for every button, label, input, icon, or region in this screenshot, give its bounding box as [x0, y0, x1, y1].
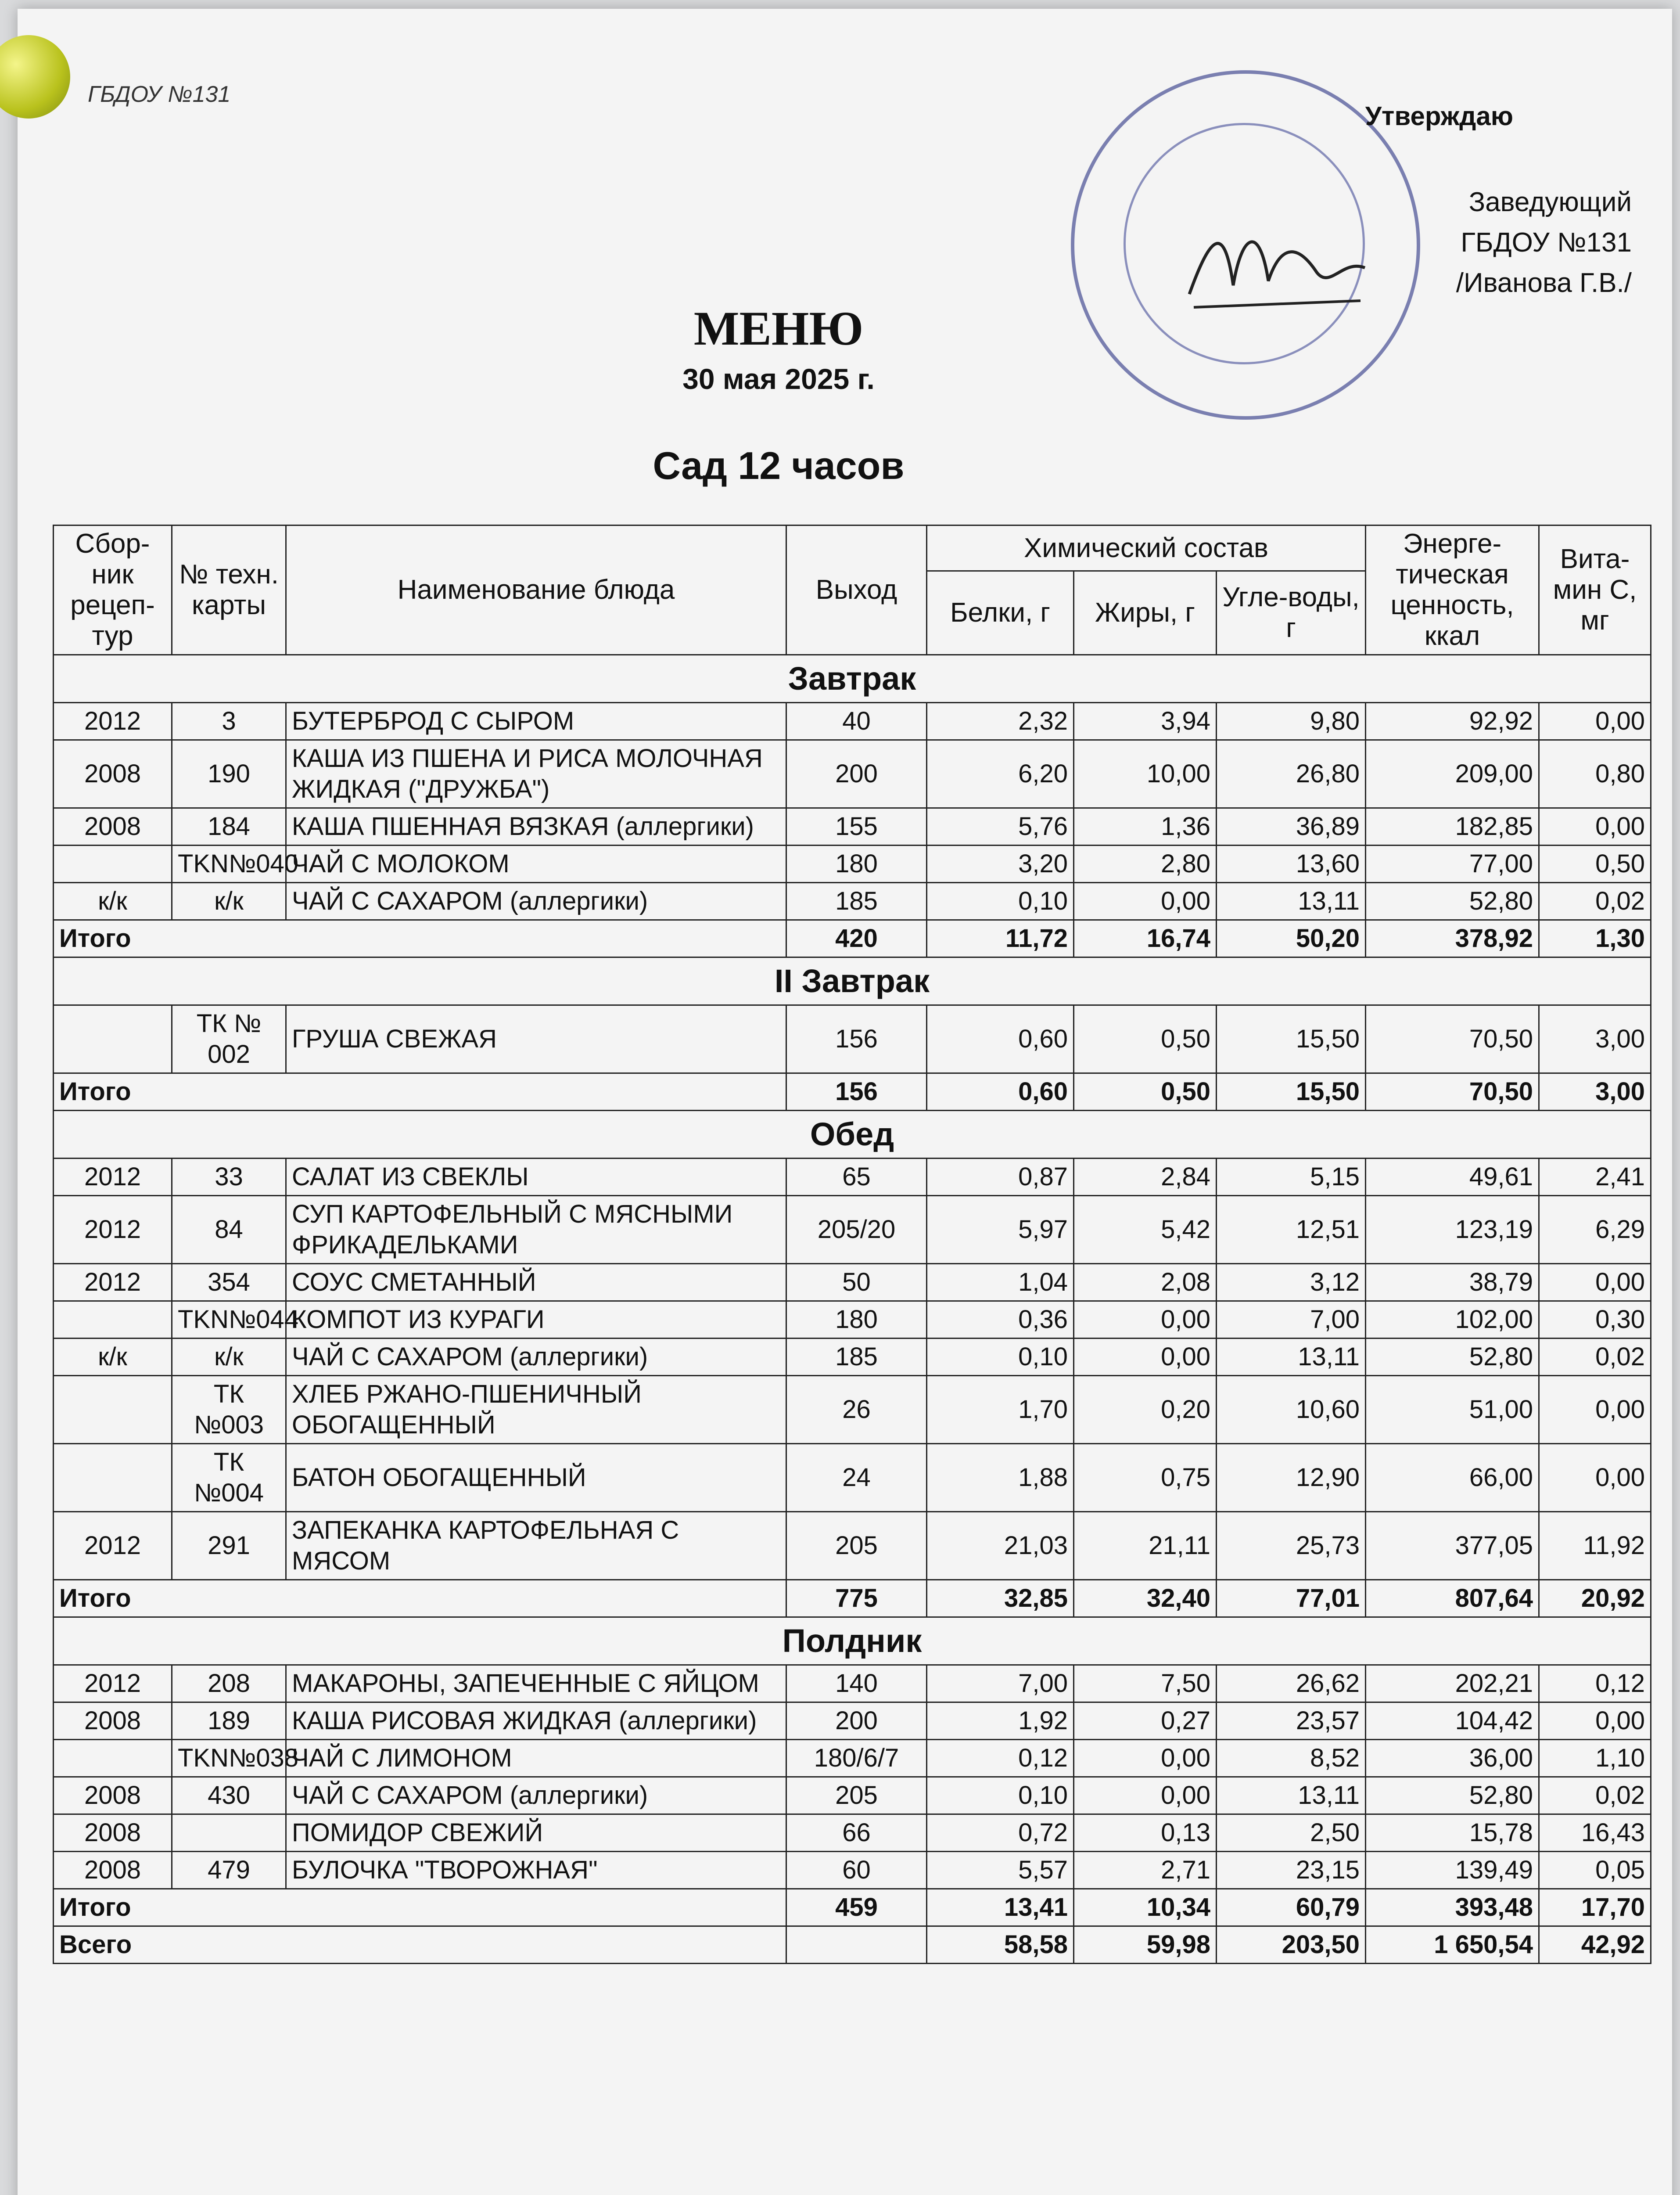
table-cell: 156	[786, 1005, 927, 1073]
table-row	[54, 1196, 1651, 1264]
total-cell: 3,00	[1539, 1073, 1651, 1111]
total-cell: 1,30	[1539, 920, 1651, 957]
table-cell: 0,75	[1074, 1444, 1217, 1512]
total-label: Итого	[54, 1073, 786, 1111]
section-title: Завтрак	[54, 655, 1651, 703]
table-cell: 0,12	[1539, 1665, 1651, 1702]
section-header-row	[54, 957, 1651, 1005]
table-row	[54, 1702, 1651, 1740]
table-cell: 3,12	[1217, 1264, 1366, 1301]
table-cell: ЧАЙ С ЛИМОНОМ	[286, 1740, 786, 1777]
table-cell: 92,92	[1366, 703, 1539, 740]
table-cell: 180/6/7	[786, 1740, 927, 1777]
table-cell: 23,15	[1217, 1852, 1366, 1889]
table-row	[54, 1777, 1651, 1814]
total-cell: 459	[786, 1889, 927, 1926]
table-cell: 2012	[54, 1159, 172, 1196]
table-row	[54, 1159, 1651, 1196]
table-cell: КАША ИЗ ПШЕНА И РИСА МОЛОЧНАЯ ЖИДКАЯ ("ДРУЖБА")	[286, 740, 786, 808]
table-cell	[54, 1301, 172, 1339]
table-cell: 1,70	[927, 1376, 1074, 1444]
table-cell: к/к	[172, 1339, 286, 1376]
table-cell: 12,51	[1217, 1196, 1366, 1264]
grand-total-cell: 42,92	[1539, 1926, 1651, 1964]
table-cell: 10,00	[1074, 740, 1217, 808]
table-row	[54, 1339, 1651, 1376]
table-cell: TKN№040	[172, 846, 286, 883]
table-cell: 0,10	[927, 1777, 1074, 1814]
table-cell: 377,05	[1366, 1512, 1539, 1580]
table-cell: 209,00	[1366, 740, 1539, 808]
table-cell: 0,72	[927, 1814, 1074, 1852]
table-cell: 2008	[54, 1777, 172, 1814]
header-protein: Белки, г	[927, 571, 1074, 655]
table-cell: 9,80	[1217, 703, 1366, 740]
total-cell: 10,34	[1074, 1889, 1217, 1926]
table-cell: 1,88	[927, 1444, 1074, 1512]
table-cell: 2,08	[1074, 1264, 1217, 1301]
table-cell: 0,00	[1539, 1264, 1651, 1301]
table-cell: БУЛОЧКА "ТВОРОЖНАЯ"	[286, 1852, 786, 1889]
table-cell: 190	[172, 740, 286, 808]
table-cell: 13,11	[1217, 1777, 1366, 1814]
section-title: II Завтрак	[54, 957, 1651, 1005]
table-row	[54, 1814, 1651, 1852]
total-cell: 0,50	[1074, 1073, 1217, 1111]
table-cell: 2012	[54, 1196, 172, 1264]
table-cell: 2008	[54, 1702, 172, 1740]
table-row	[54, 740, 1651, 808]
table-cell: 5,97	[927, 1196, 1074, 1264]
table-cell: 7,00	[927, 1665, 1074, 1702]
table-cell: 0,27	[1074, 1702, 1217, 1740]
table-cell: 0,00	[1539, 703, 1651, 740]
table-cell: БАТОН ОБОГАЩЕННЫЙ	[286, 1444, 786, 1512]
total-cell: 775	[786, 1580, 927, 1617]
table-cell: 2008	[54, 740, 172, 808]
table-row	[54, 1444, 1651, 1512]
table-cell: ЧАЙ С САХАРОМ (аллергики)	[286, 1339, 786, 1376]
table-cell: 155	[786, 808, 927, 846]
grand-total-label: Всего	[54, 1926, 786, 1964]
table-row	[54, 883, 1651, 920]
table-cell: 40	[786, 703, 927, 740]
grand-total-cell: 59,98	[1074, 1926, 1217, 1964]
table-cell: 26	[786, 1376, 927, 1444]
table-cell: ЧАЙ С САХАРОМ (аллергики)	[286, 883, 786, 920]
table-cell	[54, 1376, 172, 1444]
table-cell: 2,50	[1217, 1814, 1366, 1852]
total-cell: 50,20	[1217, 920, 1366, 957]
approve-label: Утверждаю	[1365, 101, 1513, 131]
table-row	[54, 846, 1651, 883]
table-cell: 0,02	[1539, 883, 1651, 920]
table-cell: 2,32	[927, 703, 1074, 740]
table-cell: 13,11	[1217, 1339, 1366, 1376]
table-cell: СОУС СМЕТАННЫЙ	[286, 1264, 786, 1301]
total-label: Итого	[54, 1580, 786, 1617]
section-header-row	[54, 1111, 1651, 1159]
total-cell: 15,50	[1217, 1073, 1366, 1111]
table-cell: 185	[786, 1339, 927, 1376]
table-cell: 84	[172, 1196, 286, 1264]
table-cell: 3,00	[1539, 1005, 1651, 1073]
table-cell: МАКАРОНЫ, ЗАПЕЧЕННЫЕ С ЯЙЦОМ	[286, 1665, 786, 1702]
table-cell: 38,79	[1366, 1264, 1539, 1301]
table-cell: 180	[786, 846, 927, 883]
table-cell: 2012	[54, 1264, 172, 1301]
header-fat: Жиры, г	[1074, 571, 1217, 655]
table-cell: 0,00	[1539, 1702, 1651, 1740]
table-cell: 0,00	[1074, 1777, 1217, 1814]
table-cell: 70,50	[1366, 1005, 1539, 1073]
table-cell: 6,29	[1539, 1196, 1651, 1264]
table-cell	[54, 1444, 172, 1512]
table-cell: ЗАПЕКАНКА КАРТОФЕЛЬНАЯ С МЯСОМ	[286, 1512, 786, 1580]
table-row	[54, 1376, 1651, 1444]
section-title: Обед	[54, 1111, 1651, 1159]
table-cell: 33	[172, 1159, 286, 1196]
table-cell: 0,20	[1074, 1376, 1217, 1444]
table-cell: 0,00	[1074, 1301, 1217, 1339]
table-cell: 21,11	[1074, 1512, 1217, 1580]
table-cell: ЧАЙ С САХАРОМ (аллергики)	[286, 1777, 786, 1814]
table-cell: 10,60	[1217, 1376, 1366, 1444]
table-cell: 66	[786, 1814, 927, 1852]
table-cell: 2012	[54, 1512, 172, 1580]
total-cell: 378,92	[1366, 920, 1539, 957]
table-cell: 200	[786, 740, 927, 808]
header-collection: Сбор-ник рецеп-тур	[54, 525, 172, 655]
page-title: МЕНЮ	[693, 302, 864, 355]
total-row	[54, 1073, 1651, 1111]
table-cell: КОМПОТ ИЗ КУРАГИ	[286, 1301, 786, 1339]
table-cell: 0,13	[1074, 1814, 1217, 1852]
table-cell: ЧАЙ С МОЛОКОМ	[286, 846, 786, 883]
table-cell: 0,60	[927, 1005, 1074, 1073]
grand-total-cell: 203,50	[1217, 1926, 1366, 1964]
table-row	[54, 1264, 1651, 1301]
table-cell	[54, 1005, 172, 1073]
table-cell: 49,61	[1366, 1159, 1539, 1196]
table-cell: 1,04	[927, 1264, 1074, 1301]
total-cell: 77,01	[1217, 1580, 1366, 1617]
table-cell: 0,00	[1539, 1376, 1651, 1444]
table-cell: 52,80	[1366, 883, 1539, 920]
table-cell: 7,00	[1217, 1301, 1366, 1339]
table-cell: 0,00	[1539, 808, 1651, 846]
total-cell: 32,40	[1074, 1580, 1217, 1617]
table-cell: 6,20	[927, 740, 1074, 808]
table-cell: 11,92	[1539, 1512, 1651, 1580]
table-cell	[54, 846, 172, 883]
table-cell: 36,89	[1217, 808, 1366, 846]
table-cell: 189	[172, 1702, 286, 1740]
table-cell: 0,00	[1074, 1740, 1217, 1777]
total-cell: 11,72	[927, 920, 1074, 957]
table-cell: 1,92	[927, 1702, 1074, 1740]
header-tech-card: № техн. карты	[172, 525, 286, 655]
table-cell: TKN№038	[172, 1740, 286, 1777]
table-cell: 16,43	[1539, 1814, 1651, 1852]
total-cell: 20,92	[1539, 1580, 1651, 1617]
table-cell: 36,00	[1366, 1740, 1539, 1777]
total-row	[54, 1580, 1651, 1617]
table-cell: 52,80	[1366, 1339, 1539, 1376]
table-cell: 51,00	[1366, 1376, 1539, 1444]
director-org: ГБДОУ №131	[1461, 227, 1632, 258]
table-cell: 139,49	[1366, 1852, 1539, 1889]
table-cell: 0,36	[927, 1301, 1074, 1339]
table-cell: САЛАТ ИЗ СВЕКЛЫ	[286, 1159, 786, 1196]
table-cell: 0,10	[927, 1339, 1074, 1376]
header-carbs: Угле-воды, г	[1217, 571, 1366, 655]
director-block	[1456, 182, 1632, 303]
table-cell: 0,30	[1539, 1301, 1651, 1339]
table-cell: ПОМИДОР СВЕЖИЙ	[286, 1814, 786, 1852]
table-cell: КАША РИСОВАЯ ЖИДКАЯ (аллергики)	[286, 1702, 786, 1740]
header-dish-name: Наименование блюда	[286, 525, 786, 655]
table-cell: 52,80	[1366, 1777, 1539, 1814]
table-cell: 66,00	[1366, 1444, 1539, 1512]
total-cell: 60,79	[1217, 1889, 1366, 1926]
table-cell: 21,03	[927, 1512, 1074, 1580]
table-cell: 205	[786, 1512, 927, 1580]
table-cell: 3	[172, 703, 286, 740]
table-cell: 26,62	[1217, 1665, 1366, 1702]
table-cell: 202,21	[1366, 1665, 1539, 1702]
table-cell: ТК №004	[172, 1444, 286, 1512]
table-cell: ТК № 002	[172, 1005, 286, 1073]
table-cell: 123,19	[1366, 1196, 1539, 1264]
table-cell: 60	[786, 1852, 927, 1889]
table-row	[54, 1512, 1651, 1580]
table-cell: 5,57	[927, 1852, 1074, 1889]
table-cell: 8,52	[1217, 1740, 1366, 1777]
table-cell: 205/20	[786, 1196, 927, 1264]
total-cell: 70,50	[1366, 1073, 1539, 1111]
table-cell: 15,78	[1366, 1814, 1539, 1852]
table-cell: 0,80	[1539, 740, 1651, 808]
table-cell: СУП КАРТОФЕЛЬНЫЙ С МЯСНЫМИ ФРИКАДЕЛЬКАМИ	[286, 1196, 786, 1264]
total-label: Итого	[54, 920, 786, 957]
table-cell: 104,42	[1366, 1702, 1539, 1740]
header-portion: Выход	[786, 525, 927, 655]
director-name: /Иванова Г.В./	[1456, 268, 1632, 298]
total-cell: 13,41	[927, 1889, 1074, 1926]
table-cell: 184	[172, 808, 286, 846]
table-cell: к/к	[172, 883, 286, 920]
total-cell: 0,60	[927, 1073, 1074, 1111]
table-cell: 2008	[54, 808, 172, 846]
total-cell: 393,48	[1366, 1889, 1539, 1926]
table-cell: 0,12	[927, 1740, 1074, 1777]
table-cell: ХЛЕБ РЖАНО-ПШЕНИЧНЫЙ ОБОГАЩЕННЫЙ	[286, 1376, 786, 1444]
menu-table	[53, 525, 1651, 1964]
total-cell: 156	[786, 1073, 927, 1111]
section-header-row	[54, 1617, 1651, 1665]
table-cell: к/к	[54, 1339, 172, 1376]
table-cell: 0,02	[1539, 1339, 1651, 1376]
table-cell: TKN№044	[172, 1301, 286, 1339]
grand-total-cell: 58,58	[927, 1926, 1074, 1964]
table-row	[54, 1665, 1651, 1702]
total-label: Итого	[54, 1889, 786, 1926]
table-cell: 0,02	[1539, 1777, 1651, 1814]
header-vitamin-c: Вита-мин С, мг	[1539, 525, 1651, 655]
table-cell: 180	[786, 1301, 927, 1339]
table-cell: 0,10	[927, 883, 1074, 920]
table-cell: 13,60	[1217, 846, 1366, 883]
table-cell: 102,00	[1366, 1301, 1539, 1339]
table-row	[54, 703, 1651, 740]
table-cell: 5,15	[1217, 1159, 1366, 1196]
table-cell: 5,76	[927, 808, 1074, 846]
table-cell: 77,00	[1366, 846, 1539, 883]
table-cell: 0,87	[927, 1159, 1074, 1196]
table-cell: 13,11	[1217, 883, 1366, 920]
director-title: Заведующий	[1468, 187, 1632, 217]
total-row	[54, 1889, 1651, 1926]
table-cell: 3,94	[1074, 703, 1217, 740]
table-cell: 5,42	[1074, 1196, 1217, 1264]
header-energy: Энерге-тическая ценность, ккал	[1366, 525, 1539, 655]
table-cell: 0,50	[1074, 1005, 1217, 1073]
table-cell: 2008	[54, 1852, 172, 1889]
table-cell: 1,10	[1539, 1740, 1651, 1777]
total-cell: 420	[786, 920, 927, 957]
table-cell: 65	[786, 1159, 927, 1196]
table-row	[54, 1005, 1651, 1073]
table-cell: 23,57	[1217, 1702, 1366, 1740]
table-cell: 205	[786, 1777, 927, 1814]
table-cell: 12,90	[1217, 1444, 1366, 1512]
table-cell: 430	[172, 1777, 286, 1814]
table-cell: 140	[786, 1665, 927, 1702]
table-cell: 15,50	[1217, 1005, 1366, 1073]
table-cell: 354	[172, 1264, 286, 1301]
table-cell: 182,85	[1366, 808, 1539, 846]
table-cell	[172, 1814, 286, 1852]
grand-total-cell: 1 650,54	[1366, 1926, 1539, 1964]
menu-subtitle: Сад 12 часов	[653, 444, 905, 487]
section-header-row	[54, 655, 1651, 703]
section-title: Полдник	[54, 1617, 1651, 1665]
table-cell: 2012	[54, 1665, 172, 1702]
total-cell: 17,70	[1539, 1889, 1651, 1926]
table-cell	[54, 1740, 172, 1777]
table-cell: 2,41	[1539, 1159, 1651, 1196]
table-cell: 0,00	[1539, 1444, 1651, 1512]
table-cell: к/к	[54, 883, 172, 920]
organization-label: ГБДОУ №131	[88, 82, 231, 107]
table-cell: 0,00	[1074, 883, 1217, 920]
table-cell: 2008	[54, 1814, 172, 1852]
table-cell: 208	[172, 1665, 286, 1702]
menu-date: 30 мая 2025 г.	[682, 363, 875, 395]
table-cell: 7,50	[1074, 1665, 1217, 1702]
grand-total-row	[54, 1926, 1651, 1964]
table-cell: 291	[172, 1512, 286, 1580]
table-cell: 185	[786, 883, 927, 920]
table-cell: 26,80	[1217, 740, 1366, 808]
table-cell: 200	[786, 1702, 927, 1740]
table-cell: 479	[172, 1852, 286, 1889]
table-cell: ТК №003	[172, 1376, 286, 1444]
grand-total-cell	[786, 1926, 927, 1964]
table-cell: 0,00	[1074, 1339, 1217, 1376]
table-cell: 2,80	[1074, 846, 1217, 883]
header-chemical-composition: Химический состав	[927, 525, 1366, 571]
table-cell: БУТЕРБРОД С СЫРОМ	[286, 703, 786, 740]
table-row	[54, 1301, 1651, 1339]
table-cell: 25,73	[1217, 1512, 1366, 1580]
table-cell: КАША ПШЕННАЯ ВЯЗКАЯ (аллергики)	[286, 808, 786, 846]
total-cell: 16,74	[1074, 920, 1217, 957]
total-cell: 32,85	[927, 1580, 1074, 1617]
table-row	[54, 1852, 1651, 1889]
table-cell: 50	[786, 1264, 927, 1301]
table-row	[54, 808, 1651, 846]
table-cell: 1,36	[1074, 808, 1217, 846]
table-cell: ГРУША СВЕЖАЯ	[286, 1005, 786, 1073]
menu-table-body	[54, 655, 1651, 1964]
table-cell: 24	[786, 1444, 927, 1512]
table-cell: 0,05	[1539, 1852, 1651, 1889]
table-cell: 2012	[54, 703, 172, 740]
table-cell: 0,50	[1539, 846, 1651, 883]
table-cell: 2,84	[1074, 1159, 1217, 1196]
table-cell: 3,20	[927, 846, 1074, 883]
total-cell: 807,64	[1366, 1580, 1539, 1617]
table-cell: 2,71	[1074, 1852, 1217, 1889]
total-row	[54, 920, 1651, 957]
table-row	[54, 1740, 1651, 1777]
